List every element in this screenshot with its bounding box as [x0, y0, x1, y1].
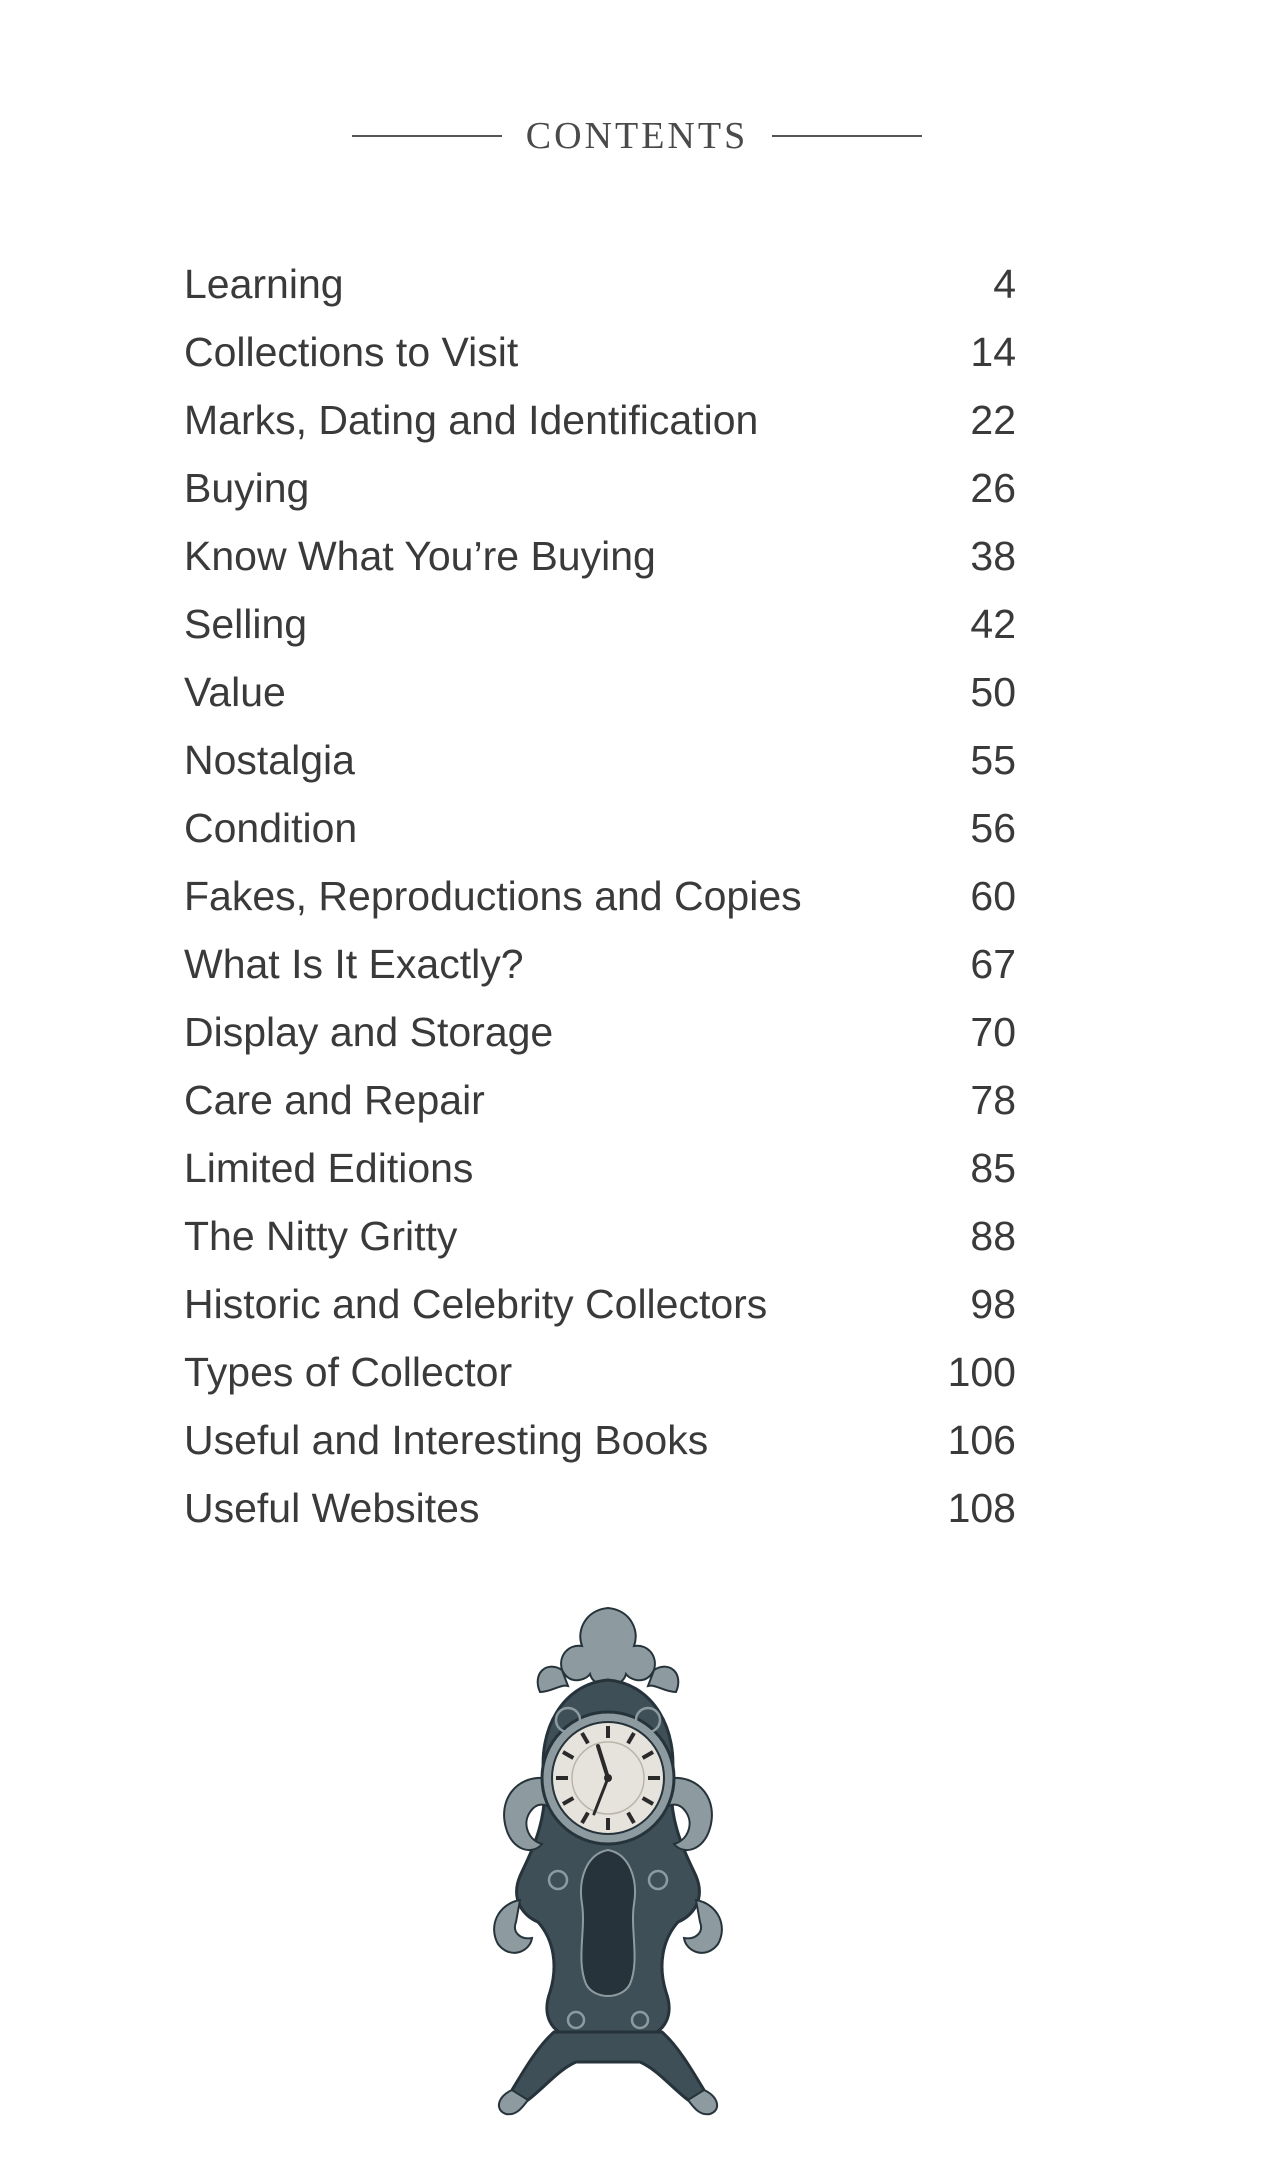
- toc-entry-title: Condition: [184, 805, 358, 851]
- toc-entry-title: Display and Storage: [184, 1009, 554, 1055]
- toc-entry-page-number: 106: [947, 1417, 1016, 1463]
- toc-entry-page-number: 60: [970, 873, 1016, 919]
- toc-entry: [184, 726, 1016, 794]
- toc-entry: [184, 590, 1016, 658]
- toc-entry-page-number: 26: [970, 465, 1016, 511]
- toc-entry-title: Know What You’re Buying: [184, 533, 656, 579]
- toc-entry: [184, 930, 1016, 998]
- toc-entry-title: The Nitty Gritty: [184, 1213, 458, 1259]
- toc-entry-page-number: 4: [993, 261, 1016, 307]
- toc-entry-page-number: 108: [947, 1485, 1016, 1531]
- toc-entry: [184, 1270, 1016, 1338]
- toc-entry-page-number: 98: [970, 1281, 1016, 1327]
- toc-entry-page-number: 38: [970, 533, 1016, 579]
- toc-entry: [184, 522, 1016, 590]
- toc-entry-title: Limited Editions: [184, 1145, 474, 1191]
- toc-entry-page-number: 100: [947, 1349, 1016, 1395]
- toc-entry-title: Buying: [184, 465, 310, 511]
- contents-heading: [0, 112, 1274, 160]
- toc-entry: [184, 386, 1016, 454]
- toc-entry: [184, 1338, 1016, 1406]
- toc-entry: [184, 1066, 1016, 1134]
- toc-entry-title: Fakes, Reproductions and Copies: [184, 873, 802, 919]
- toc-entry-title: What Is It Exactly?: [184, 941, 524, 987]
- toc-entry-title: Collections to Visit: [184, 329, 519, 375]
- toc-entry-page-number: 14: [970, 329, 1016, 375]
- toc-entry-title: Care and Repair: [184, 1077, 485, 1123]
- toc-entry-page-number: 55: [970, 737, 1016, 783]
- toc-entry: [184, 1406, 1016, 1474]
- toc-entry-page-number: 22: [970, 397, 1016, 443]
- toc-entry: [184, 998, 1016, 1066]
- table-of-contents: [184, 250, 1016, 1542]
- toc-entry-title: Types of Collector: [184, 1349, 513, 1395]
- toc-entry: [184, 250, 1016, 318]
- toc-entry-page-number: 70: [970, 1009, 1016, 1055]
- toc-entry-page-number: 56: [970, 805, 1016, 851]
- toc-entry: [184, 862, 1016, 930]
- page-title: CONTENTS: [525, 115, 749, 157]
- toc-entry: [184, 454, 1016, 522]
- toc-entry-title: Nostalgia: [184, 737, 355, 783]
- toc-entry-page-number: 78: [970, 1077, 1016, 1123]
- toc-entry-title: Useful and Interesting Books: [184, 1417, 709, 1463]
- toc-entry: [184, 794, 1016, 862]
- toc-entry-page-number: 88: [970, 1213, 1016, 1259]
- toc-entry-title: Value: [184, 669, 286, 715]
- toc-entry-page-number: 67: [970, 941, 1016, 987]
- toc-entry: [184, 1474, 1016, 1542]
- ornate-mantel-clock-icon: [458, 1600, 758, 2120]
- toc-entry: [184, 1202, 1016, 1270]
- toc-entry: [184, 1134, 1016, 1202]
- toc-entry-page-number: 85: [970, 1145, 1016, 1191]
- toc-entry-page-number: 42: [970, 601, 1016, 647]
- toc-entry-title: Selling: [184, 601, 308, 647]
- toc-entry-title: Marks, Dating and Identification: [184, 397, 759, 443]
- heading-rule-right: [772, 135, 922, 137]
- toc-entry-title: Historic and Celebrity Collectors: [184, 1281, 768, 1327]
- toc-entry: [184, 658, 1016, 726]
- heading-rule-left: [352, 135, 502, 137]
- toc-entry-title: Learning: [184, 261, 344, 307]
- toc-entry: [184, 318, 1016, 386]
- toc-entry-title: Useful Websites: [184, 1485, 480, 1531]
- toc-entry-page-number: 50: [970, 669, 1016, 715]
